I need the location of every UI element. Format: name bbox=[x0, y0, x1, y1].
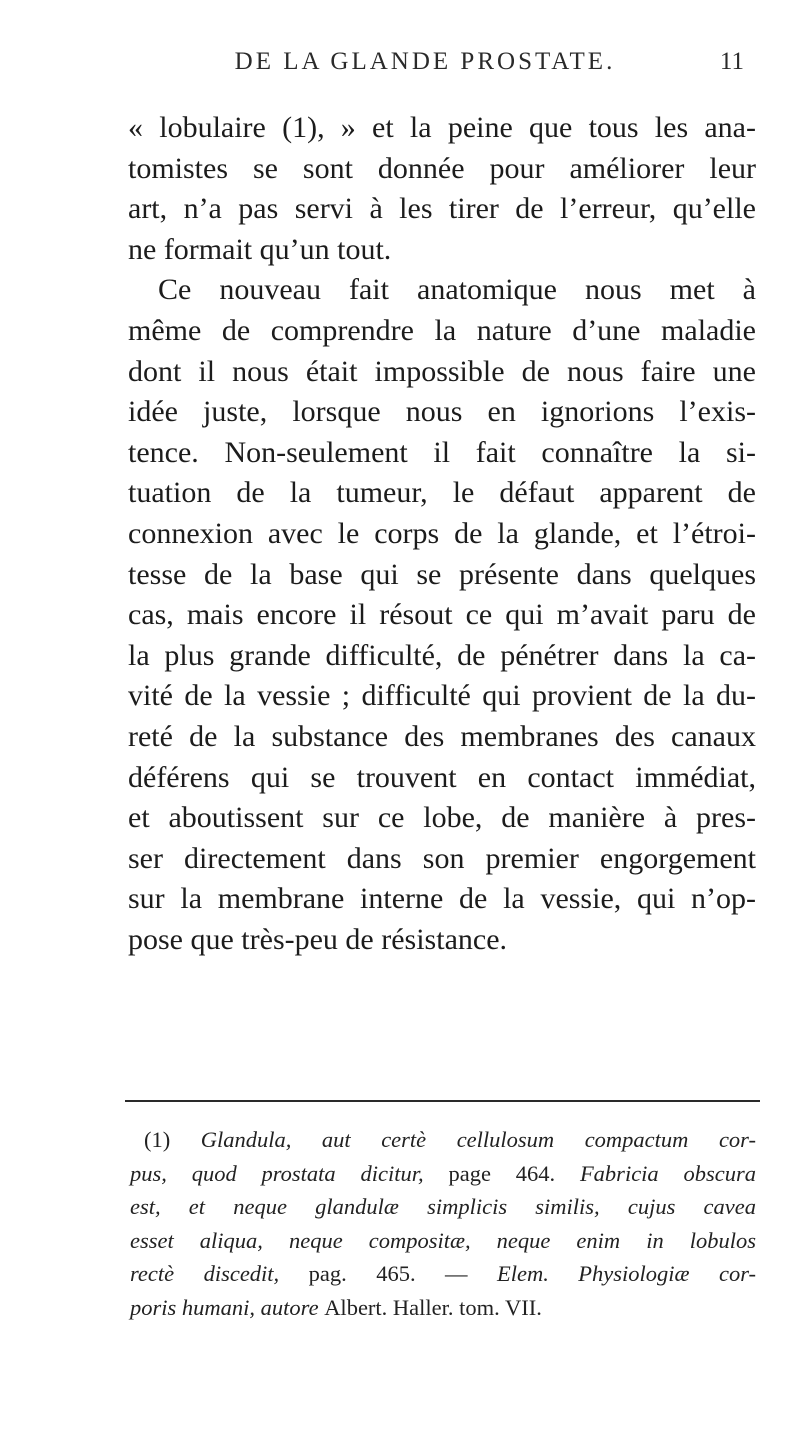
text-line: pose que très-peu de résistance. bbox=[128, 922, 508, 956]
footnote-line bbox=[130, 1257, 756, 1291]
footnote-line bbox=[130, 1224, 756, 1258]
footnote-author-label: autore bbox=[260, 1294, 325, 1320]
text-line: cas, mais encore il résout ce qui m’avait paru de bbox=[128, 598, 756, 632]
footnote-work-title: Elem. Physiologiæ cor- bbox=[496, 1261, 756, 1286]
footnote-marker: (1) bbox=[144, 1127, 201, 1152]
text-line: tesse de la base qui se présente dans quelques bbox=[128, 557, 756, 591]
text-line: Ce nouveau fait anatomique nous met à bbox=[158, 273, 756, 307]
text-line: vité de la vessie ; difficulté qui provient de la du- bbox=[128, 679, 756, 713]
running-head bbox=[100, 48, 750, 88]
footnote-quote: rectè discedit, bbox=[130, 1261, 309, 1286]
footnote bbox=[130, 1123, 756, 1324]
footnote-line bbox=[130, 1157, 756, 1191]
text-line: déférens qui se trouvent en contact immédiat, bbox=[128, 760, 756, 794]
footnote-line bbox=[130, 1123, 756, 1157]
text-line: et aboutissent sur ce lobe, de manière à pres- bbox=[128, 801, 756, 835]
footnote-citation: page 464. bbox=[448, 1160, 580, 1186]
footnote-author: Albert. Haller. tom. VII. bbox=[324, 1294, 542, 1320]
text-line: même de comprendre la nature d’une maladie bbox=[128, 313, 756, 347]
text-line: ser directement dans son premier engorgement bbox=[128, 841, 756, 875]
text-line: connexion avec le corps de la glande, et l’étroi- bbox=[128, 516, 756, 550]
footnote-rule bbox=[125, 1100, 760, 1102]
body-text bbox=[128, 108, 756, 960]
footnote-work-title: poris humani, bbox=[130, 1294, 261, 1320]
text-line: « lobulaire (1), » et la peine que tous les ana- bbox=[128, 111, 756, 144]
footnote-quote: esset aliqua, neque compositæ, neque enim in lobulos bbox=[130, 1227, 756, 1253]
page-number: 11 bbox=[719, 48, 744, 75]
text-line: idée juste, lorsque nous en ignorions l’exis- bbox=[128, 395, 756, 429]
footnote-citation: pag. 465. — bbox=[308, 1261, 497, 1286]
text-line: sur la membrane interne de la vessie, qui n’op- bbox=[128, 882, 756, 916]
footnote-line bbox=[130, 1291, 756, 1325]
text-line: la plus grande difficulté, de pénétrer dans la ca- bbox=[128, 638, 756, 672]
text-line: tence. Non-seulement il fait connaître la si- bbox=[128, 435, 756, 469]
footnote-quote: Glandula, aut certè cellulosum compactum cor- bbox=[200, 1127, 756, 1152]
text-line: dont il nous était impossible de nous faire une bbox=[128, 354, 756, 388]
footnote-quote: pus, quod prostata dicitur, bbox=[130, 1160, 449, 1186]
text-line: ne formait qu’un tout. bbox=[128, 232, 392, 266]
running-title: DE LA GLANDE PROSTATE. bbox=[234, 48, 616, 75]
text-line: tuation de la tumeur, le défaut apparent de bbox=[128, 476, 756, 510]
footnote-quote: Fabricia obscura bbox=[579, 1160, 756, 1186]
footnote-line bbox=[130, 1190, 756, 1224]
text-line: art, n’a pas servi à les tirer de l’erreur, qu’elle bbox=[128, 192, 756, 226]
footnote-quote: est, et neque glandulæ simplicis similis, cujus cavea bbox=[130, 1194, 756, 1219]
text-line: tomistes se sont donnée pour améliorer leur bbox=[128, 151, 756, 185]
text-line: reté de la substance des membranes des canaux bbox=[128, 719, 756, 753]
